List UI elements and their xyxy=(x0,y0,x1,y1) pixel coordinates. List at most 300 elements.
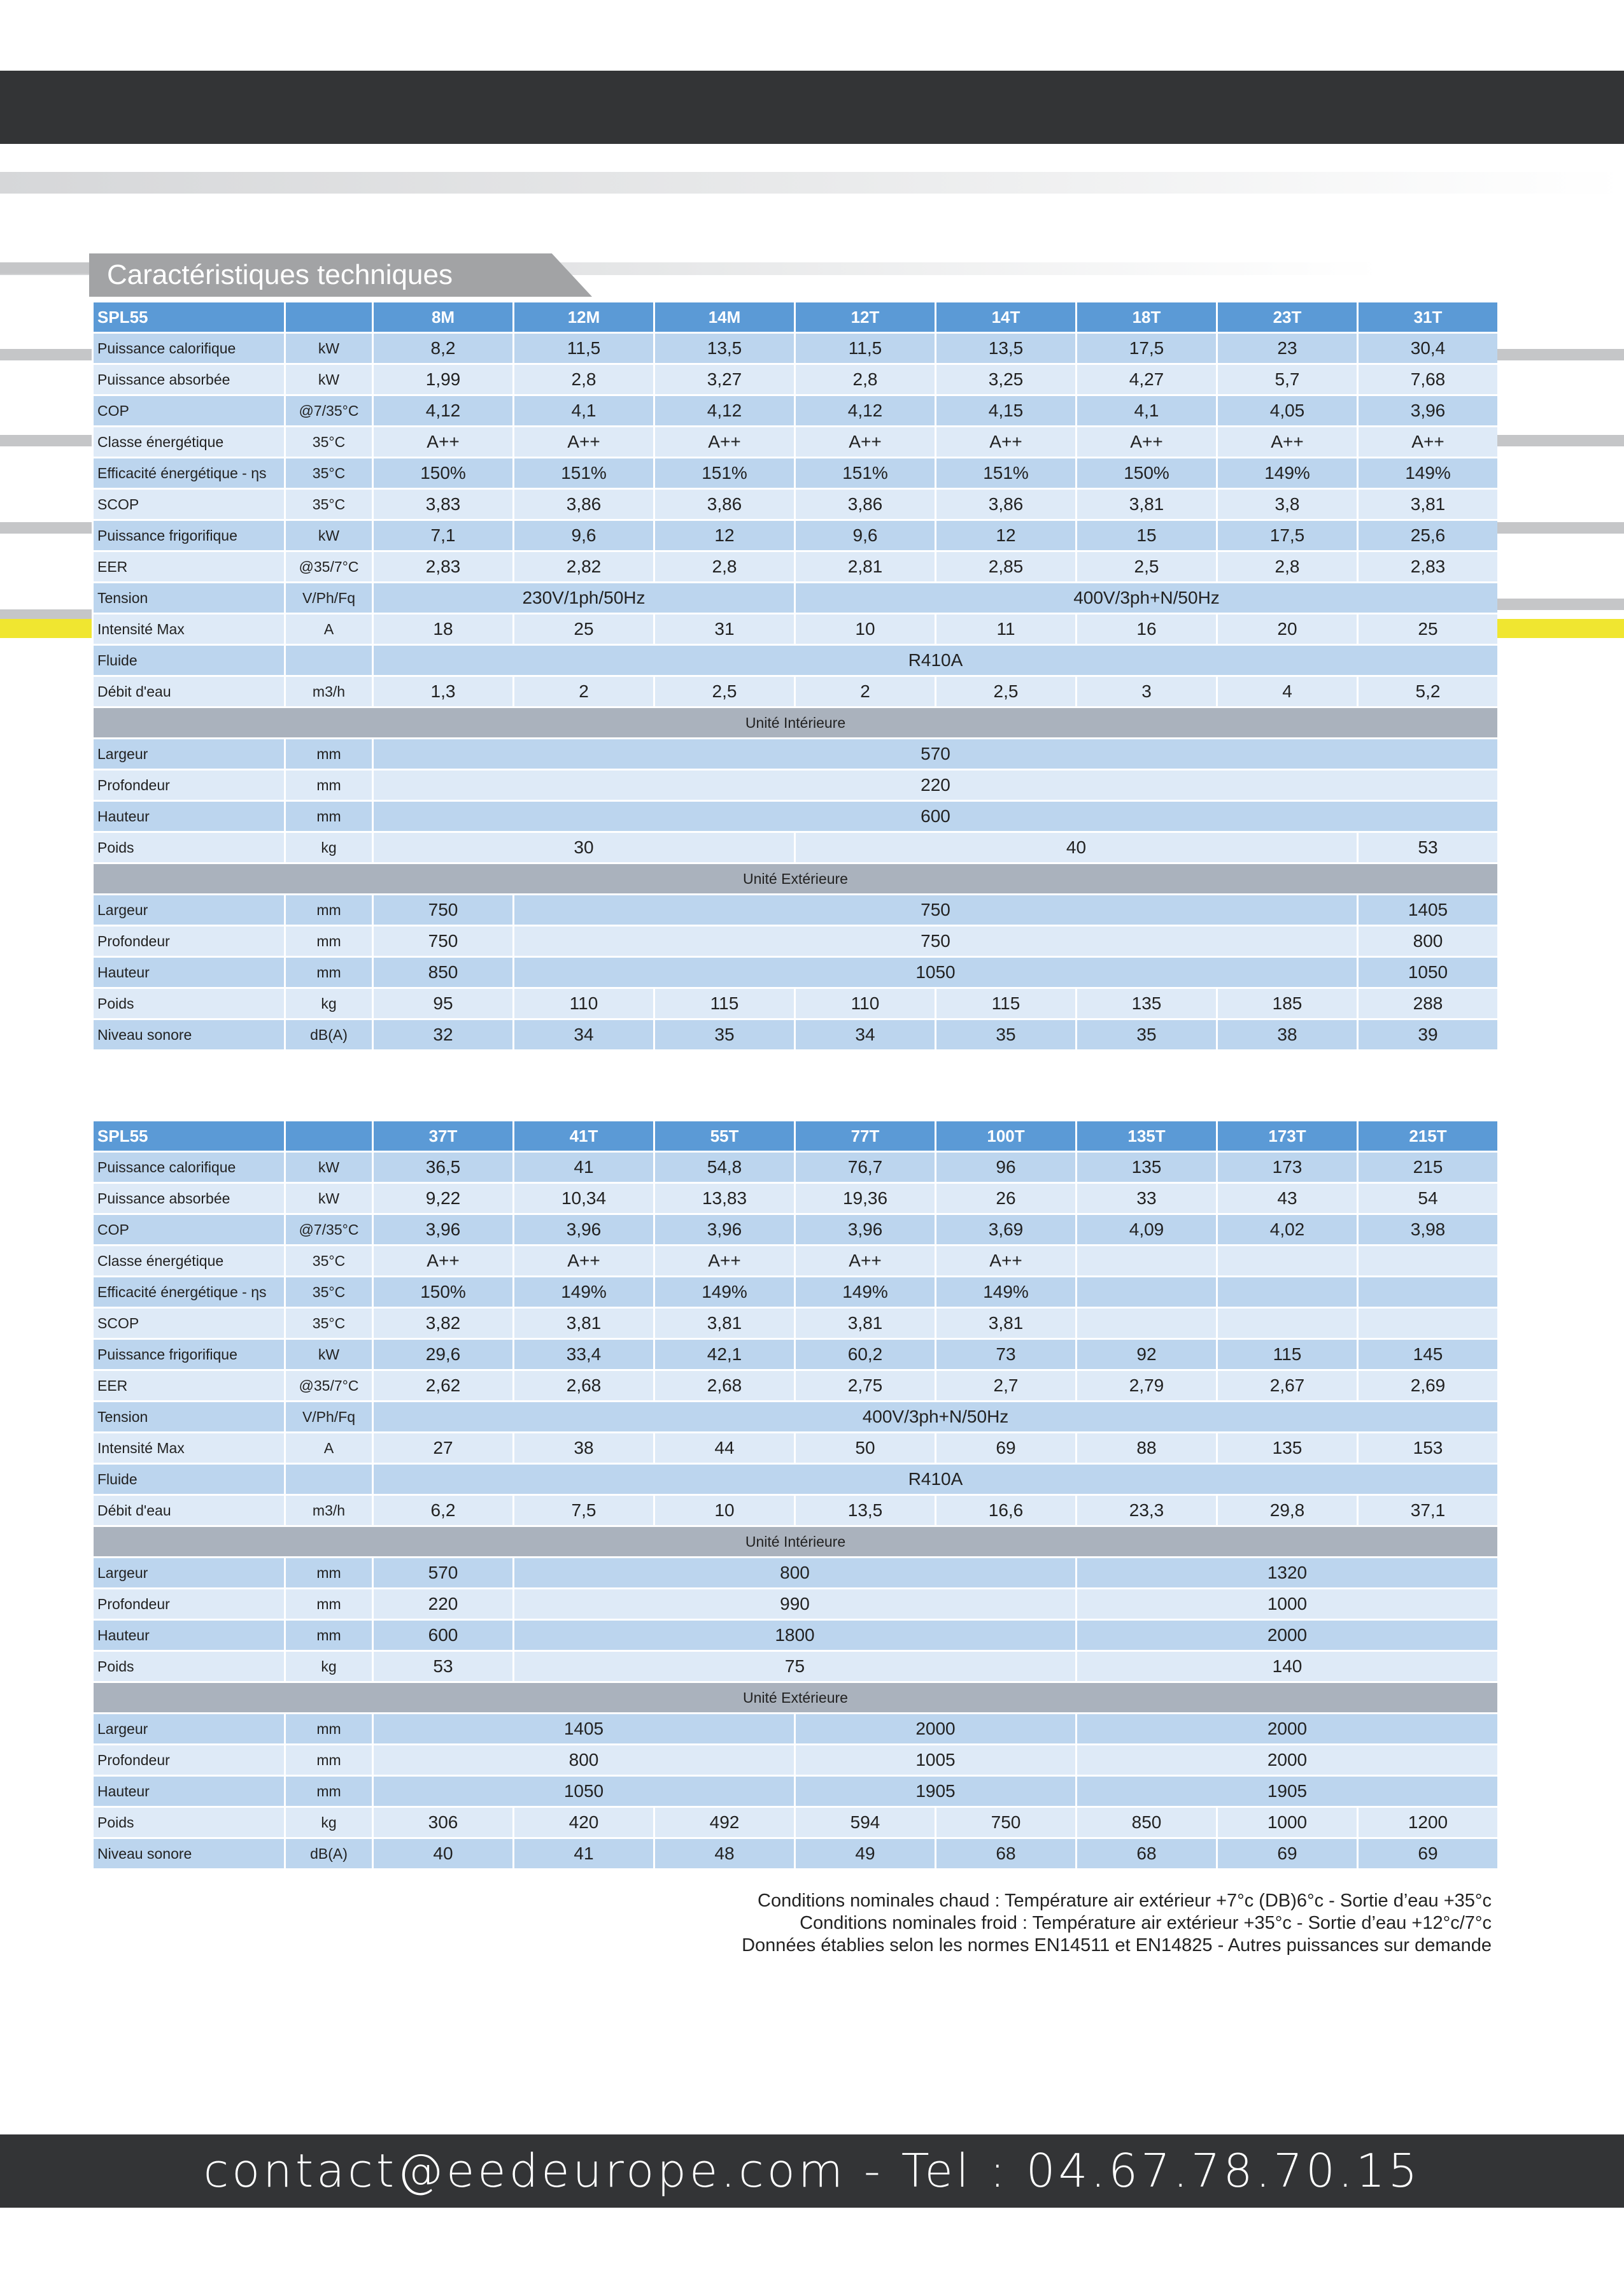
value-cell: 12 xyxy=(655,521,794,550)
value-cell: 7,5 xyxy=(514,1496,653,1525)
value-cell: 570 xyxy=(374,739,1497,769)
value-cell: 220 xyxy=(374,770,1497,800)
value-cell: 2,67 xyxy=(1218,1371,1357,1400)
row-unit: @7/35°C xyxy=(286,1215,372,1244)
value-cell: 3,82 xyxy=(374,1309,512,1338)
accent-stripe xyxy=(1497,619,1624,638)
row-label: Tension xyxy=(94,1402,284,1431)
value-cell: A++ xyxy=(936,427,1075,457)
value-cell: 149% xyxy=(514,1277,653,1307)
row-label: SCOP xyxy=(94,490,284,519)
model-label: SPL55 xyxy=(94,1121,284,1151)
row-label: Poids xyxy=(94,1652,284,1681)
value-cell: 37,1 xyxy=(1359,1496,1497,1525)
value-cell: 2,68 xyxy=(514,1371,653,1400)
value-cell: 3,83 xyxy=(374,490,512,519)
accent-stripe xyxy=(0,619,92,638)
value-cell: 4 xyxy=(1218,677,1357,706)
value-cell xyxy=(1077,1277,1216,1307)
table-row xyxy=(94,1496,1497,1525)
decorative-stripe xyxy=(0,522,92,534)
row-label: Largeur xyxy=(94,1714,284,1743)
row-label: Puissance calorifique xyxy=(94,1153,284,1182)
model-header: 100T xyxy=(936,1121,1075,1151)
decorative-stripe xyxy=(0,435,92,446)
row-label: Tension xyxy=(94,583,284,613)
value-cell: 60,2 xyxy=(796,1340,935,1369)
row-unit: 35°C xyxy=(286,1309,372,1338)
row-unit: A xyxy=(286,1433,372,1463)
row-unit: kW xyxy=(286,365,372,394)
value-cell: 35 xyxy=(936,1020,1075,1049)
row-unit: kW xyxy=(286,334,372,363)
row-unit: mm xyxy=(286,1777,372,1806)
value-cell: 2,82 xyxy=(514,552,653,581)
value-cell: 13,83 xyxy=(655,1184,794,1213)
value-cell: 800 xyxy=(1359,927,1497,956)
value-cell: 11,5 xyxy=(796,334,935,363)
table-row xyxy=(94,1621,1497,1650)
model-header: 18T xyxy=(1077,302,1216,332)
row-unit: mm xyxy=(286,927,372,956)
row-label: Profondeur xyxy=(94,770,284,800)
value-cell: 35 xyxy=(655,1020,794,1049)
table-row xyxy=(94,1277,1497,1307)
value-cell: 34 xyxy=(514,1020,653,1049)
value-cell: 3,8 xyxy=(1218,490,1357,519)
row-label: Hauteur xyxy=(94,802,284,831)
value-cell: 1050 xyxy=(514,958,1357,987)
value-cell: 306 xyxy=(374,1808,512,1837)
section-header-row xyxy=(94,864,1497,893)
value-cell: 2 xyxy=(514,677,653,706)
value-cell: 3,81 xyxy=(936,1309,1075,1338)
value-cell: 34 xyxy=(796,1020,935,1049)
value-cell: 288 xyxy=(1359,989,1497,1018)
value-cell: 76,7 xyxy=(796,1153,935,1182)
value-cell: 4,12 xyxy=(796,396,935,425)
value-cell: 73 xyxy=(936,1340,1075,1369)
value-cell: 600 xyxy=(374,802,1497,831)
row-unit xyxy=(286,1465,372,1494)
value-cell: 69 xyxy=(1218,1839,1357,1868)
value-cell: 23,3 xyxy=(1077,1496,1216,1525)
value-cell: 2,8 xyxy=(655,552,794,581)
value-cell: 69 xyxy=(1359,1839,1497,1868)
value-cell: 11 xyxy=(936,614,1075,644)
value-cell xyxy=(1359,1309,1497,1338)
row-unit: mm xyxy=(286,1745,372,1775)
value-cell: 149% xyxy=(936,1277,1075,1307)
value-cell: 41 xyxy=(514,1153,653,1182)
row-unit: 35°C xyxy=(286,458,372,488)
value-cell: 2,85 xyxy=(936,552,1075,581)
table-row xyxy=(94,1745,1497,1775)
table-row xyxy=(94,1808,1497,1837)
value-cell: 850 xyxy=(374,958,512,987)
value-cell: 92 xyxy=(1077,1340,1216,1369)
row-label: Puissance absorbée xyxy=(94,1184,284,1213)
value-cell: 135 xyxy=(1077,989,1216,1018)
value-cell: 44 xyxy=(655,1433,794,1463)
table-row xyxy=(94,1309,1497,1338)
value-cell: 68 xyxy=(1077,1839,1216,1868)
value-cell: 594 xyxy=(796,1808,935,1837)
row-unit xyxy=(286,646,372,675)
value-cell: R410A xyxy=(374,646,1497,675)
note-line: Données établies selon les normes EN14511 et EN14825 - Autres puissances sur demande xyxy=(742,1935,1492,1956)
value-cell: 850 xyxy=(1077,1808,1216,1837)
row-unit: kW xyxy=(286,1340,372,1369)
model-header: 14M xyxy=(655,302,794,332)
table-row xyxy=(94,1020,1497,1049)
value-cell: A++ xyxy=(1359,427,1497,457)
model-header: 8M xyxy=(374,302,512,332)
value-cell: 151% xyxy=(936,458,1075,488)
model-header: 215T xyxy=(1359,1121,1497,1151)
row-unit: mm xyxy=(286,802,372,831)
value-cell: 153 xyxy=(1359,1433,1497,1463)
value-cell: 10 xyxy=(655,1496,794,1525)
value-cell: 4,15 xyxy=(936,396,1075,425)
value-cell: 88 xyxy=(1077,1433,1216,1463)
value-cell: 1405 xyxy=(1359,895,1497,925)
value-cell: A++ xyxy=(514,427,653,457)
value-cell: 110 xyxy=(514,989,653,1018)
table-header-row xyxy=(94,1121,1497,1151)
value-cell: 600 xyxy=(374,1621,512,1650)
value-cell xyxy=(1077,1309,1216,1338)
table-row xyxy=(94,1371,1497,1400)
model-header: 12T xyxy=(796,302,935,332)
value-cell: 42,1 xyxy=(655,1340,794,1369)
note-line: Conditions nominales chaud : Température air extérieur +7°c (DB)6°c - Sortie d’eau +35°c xyxy=(758,1891,1492,1911)
row-label: Profondeur xyxy=(94,1589,284,1619)
value-cell: 750 xyxy=(374,927,512,956)
row-unit: mm xyxy=(286,770,372,800)
value-cell xyxy=(1077,1246,1216,1275)
value-cell: 2,69 xyxy=(1359,1371,1497,1400)
value-cell: 3,86 xyxy=(936,490,1075,519)
value-cell: A++ xyxy=(796,427,935,457)
table-row xyxy=(94,583,1497,613)
row-unit: m3/h xyxy=(286,1496,372,1525)
row-unit: m3/h xyxy=(286,677,372,706)
value-cell: 39 xyxy=(1359,1020,1497,1049)
table-row xyxy=(94,396,1497,425)
value-cell: 69 xyxy=(936,1433,1075,1463)
value-cell: 25 xyxy=(514,614,653,644)
value-cell: 1050 xyxy=(374,1777,794,1806)
value-cell: 54 xyxy=(1359,1184,1497,1213)
table-row xyxy=(94,427,1497,457)
value-cell: 149% xyxy=(655,1277,794,1307)
value-cell xyxy=(1359,1246,1497,1275)
table-row xyxy=(94,1652,1497,1681)
value-cell: 400V/3ph+N/50Hz xyxy=(796,583,1497,613)
row-label: EER xyxy=(94,1371,284,1400)
value-cell: 16,6 xyxy=(936,1496,1075,1525)
row-label: Fluide xyxy=(94,646,284,675)
value-cell: 1320 xyxy=(1077,1558,1497,1587)
value-cell: 48 xyxy=(655,1839,794,1868)
value-cell: 1000 xyxy=(1218,1808,1357,1837)
value-cell: 6,2 xyxy=(374,1496,512,1525)
value-cell: 990 xyxy=(514,1589,1075,1619)
value-cell: 33 xyxy=(1077,1184,1216,1213)
decorative-stripe xyxy=(0,349,92,360)
section-title: Unité Intérieure xyxy=(94,1527,1497,1556)
value-cell: 3,25 xyxy=(936,365,1075,394)
value-cell: 36,5 xyxy=(374,1153,512,1182)
value-cell: 1,99 xyxy=(374,365,512,394)
value-cell: 10,34 xyxy=(514,1184,653,1213)
value-cell: 12 xyxy=(936,521,1075,550)
unit-header xyxy=(286,302,372,332)
table-row xyxy=(94,1153,1497,1182)
value-cell: 4,12 xyxy=(374,396,512,425)
value-cell: A++ xyxy=(796,1246,935,1275)
value-cell: 9,22 xyxy=(374,1184,512,1213)
value-cell: 49 xyxy=(796,1839,935,1868)
value-cell: 10 xyxy=(796,614,935,644)
decorative-stripe xyxy=(1497,349,1624,360)
decorative-stripe xyxy=(1497,522,1624,534)
row-unit: @35/7°C xyxy=(286,1371,372,1400)
value-cell: 1050 xyxy=(1359,958,1497,987)
table-header-row xyxy=(94,302,1497,332)
value-cell: 151% xyxy=(655,458,794,488)
value-cell: 3,96 xyxy=(796,1215,935,1244)
value-cell: 4,05 xyxy=(1218,396,1357,425)
value-cell: 54,8 xyxy=(655,1153,794,1182)
value-cell: 38 xyxy=(1218,1020,1357,1049)
row-unit: V/Ph/Fq xyxy=(286,583,372,613)
table-row xyxy=(94,989,1497,1018)
value-cell: 1905 xyxy=(1077,1777,1497,1806)
value-cell: 26 xyxy=(936,1184,1075,1213)
row-label: Puissance frigorifique xyxy=(94,521,284,550)
value-cell: 151% xyxy=(796,458,935,488)
spec-table-1 xyxy=(92,301,1499,1051)
table-row xyxy=(94,458,1497,488)
model-header: 12M xyxy=(514,302,653,332)
conditions-notes xyxy=(742,1890,1492,1957)
table-row xyxy=(94,802,1497,831)
value-cell: 5,7 xyxy=(1218,365,1357,394)
value-cell: 2,68 xyxy=(655,1371,794,1400)
row-label: Largeur xyxy=(94,1558,284,1587)
value-cell: 11,5 xyxy=(514,334,653,363)
row-label: COP xyxy=(94,1215,284,1244)
section-title: Unité Extérieure xyxy=(94,1683,1497,1712)
value-cell: 2,5 xyxy=(936,677,1075,706)
value-cell: 7,1 xyxy=(374,521,512,550)
value-cell: 1905 xyxy=(796,1777,1075,1806)
value-cell: 9,6 xyxy=(796,521,935,550)
value-cell: A++ xyxy=(655,1246,794,1275)
value-cell: 25 xyxy=(1359,614,1497,644)
row-unit: 35°C xyxy=(286,490,372,519)
value-cell: 38 xyxy=(514,1433,653,1463)
value-cell: 29,6 xyxy=(374,1340,512,1369)
row-label: EER xyxy=(94,552,284,581)
unit-header xyxy=(286,1121,372,1151)
model-header: 41T xyxy=(514,1121,653,1151)
table-row xyxy=(94,552,1497,581)
value-cell: 3,96 xyxy=(655,1215,794,1244)
row-label: Efficacité énergétique - ηs xyxy=(94,458,284,488)
value-cell xyxy=(1218,1246,1357,1275)
row-label: Classe énergétique xyxy=(94,1246,284,1275)
value-cell: 35 xyxy=(1077,1020,1216,1049)
value-cell: 4,02 xyxy=(1218,1215,1357,1244)
value-cell: 400V/3ph+N/50Hz xyxy=(374,1402,1497,1431)
value-cell: 4,1 xyxy=(1077,396,1216,425)
value-cell: 3,86 xyxy=(514,490,653,519)
value-cell: 150% xyxy=(1077,458,1216,488)
row-unit: mm xyxy=(286,1589,372,1619)
footer-contact: contact@eedeurope.com - Tel : 04.67.78.70.15 xyxy=(203,2144,1421,2197)
value-cell: 3,69 xyxy=(936,1215,1075,1244)
value-cell: 3,96 xyxy=(1359,396,1497,425)
value-cell: 2000 xyxy=(1077,1621,1497,1650)
value-cell: 2,7 xyxy=(936,1371,1075,1400)
value-cell: 3,81 xyxy=(514,1309,653,1338)
row-unit: 35°C xyxy=(286,427,372,457)
row-label: Niveau sonore xyxy=(94,1020,284,1049)
row-label: Hauteur xyxy=(94,1621,284,1650)
row-label: Débit d'eau xyxy=(94,677,284,706)
value-cell: 3,81 xyxy=(1359,490,1497,519)
value-cell xyxy=(1359,1277,1497,1307)
row-unit: kg xyxy=(286,1652,372,1681)
table-row xyxy=(94,739,1497,769)
row-unit: dB(A) xyxy=(286,1020,372,1049)
decorative-stripe xyxy=(1497,435,1624,446)
value-cell: 2,79 xyxy=(1077,1371,1216,1400)
row-label: Intensité Max xyxy=(94,1433,284,1463)
row-label: SCOP xyxy=(94,1309,284,1338)
value-cell: 750 xyxy=(514,927,1357,956)
model-header: 14T xyxy=(936,302,1075,332)
row-label: Poids xyxy=(94,989,284,1018)
table-row xyxy=(94,490,1497,519)
decorative-stripe xyxy=(0,262,95,274)
value-cell: 19,36 xyxy=(796,1184,935,1213)
table-row xyxy=(94,1714,1497,1743)
table-row xyxy=(94,1839,1497,1868)
value-cell: 140 xyxy=(1077,1652,1497,1681)
row-label: Hauteur xyxy=(94,958,284,987)
value-cell: 492 xyxy=(655,1808,794,1837)
row-unit: kg xyxy=(286,833,372,862)
table-row xyxy=(94,1589,1497,1619)
value-cell: 33,4 xyxy=(514,1340,653,1369)
value-cell: 1800 xyxy=(514,1621,1075,1650)
row-label: Puissance absorbée xyxy=(94,365,284,394)
value-cell: 23 xyxy=(1218,334,1357,363)
value-cell: 150% xyxy=(374,458,512,488)
value-cell: 750 xyxy=(514,895,1357,925)
value-cell: 185 xyxy=(1218,989,1357,1018)
value-cell: A++ xyxy=(1077,427,1216,457)
value-cell: 2000 xyxy=(1077,1714,1497,1743)
value-cell: 13,5 xyxy=(796,1496,935,1525)
table-row xyxy=(94,1433,1497,1463)
value-cell: 2,5 xyxy=(655,677,794,706)
row-label: Classe énergétique xyxy=(94,427,284,457)
value-cell: 3,81 xyxy=(796,1309,935,1338)
value-cell: 3 xyxy=(1077,677,1216,706)
table-row xyxy=(94,770,1497,800)
row-unit: mm xyxy=(286,1558,372,1587)
table-row xyxy=(94,334,1497,363)
table-row xyxy=(94,365,1497,394)
value-cell: 2,62 xyxy=(374,1371,512,1400)
value-cell: A++ xyxy=(514,1246,653,1275)
section-title: Unité Extérieure xyxy=(94,864,1497,893)
model-label: SPL55 xyxy=(94,302,284,332)
value-cell: 150% xyxy=(374,1277,512,1307)
value-cell: 115 xyxy=(1218,1340,1357,1369)
value-cell: 3,86 xyxy=(796,490,935,519)
row-label: Efficacité énergétique - ηs xyxy=(94,1277,284,1307)
value-cell: 17,5 xyxy=(1077,334,1216,363)
value-cell: 1005 xyxy=(796,1745,1075,1775)
value-cell: 2 xyxy=(796,677,935,706)
model-header: 23T xyxy=(1218,302,1357,332)
table-row xyxy=(94,1402,1497,1431)
value-cell: 95 xyxy=(374,989,512,1018)
value-cell: 2,75 xyxy=(796,1371,935,1400)
value-cell: 149% xyxy=(796,1277,935,1307)
decorative-band xyxy=(0,172,1624,194)
model-header: 37T xyxy=(374,1121,512,1151)
value-cell: 30,4 xyxy=(1359,334,1497,363)
value-cell: 68 xyxy=(936,1839,1075,1868)
value-cell: 41 xyxy=(514,1839,653,1868)
value-cell: 215 xyxy=(1359,1153,1497,1182)
model-header: 55T xyxy=(655,1121,794,1151)
value-cell: R410A xyxy=(374,1465,1497,1494)
value-cell: 40 xyxy=(374,1839,512,1868)
table-row xyxy=(94,1184,1497,1213)
value-cell: A++ xyxy=(374,1246,512,1275)
value-cell: 3,81 xyxy=(655,1309,794,1338)
row-unit: mm xyxy=(286,895,372,925)
row-unit: mm xyxy=(286,1621,372,1650)
model-header: 173T xyxy=(1218,1121,1357,1151)
table-row xyxy=(94,958,1497,987)
value-cell: 2,81 xyxy=(796,552,935,581)
row-unit: kW xyxy=(286,1153,372,1182)
value-cell: 2,8 xyxy=(796,365,935,394)
value-cell: 750 xyxy=(936,1808,1075,1837)
value-cell: 149% xyxy=(1218,458,1357,488)
row-label: COP xyxy=(94,396,284,425)
value-cell: 25,6 xyxy=(1359,521,1497,550)
value-cell: 50 xyxy=(796,1433,935,1463)
value-cell: 32 xyxy=(374,1020,512,1049)
value-cell: 20 xyxy=(1218,614,1357,644)
value-cell: 3,98 xyxy=(1359,1215,1497,1244)
row-unit: mm xyxy=(286,739,372,769)
value-cell: 16 xyxy=(1077,614,1216,644)
row-label: Poids xyxy=(94,1808,284,1837)
value-cell: 135 xyxy=(1077,1153,1216,1182)
row-unit: dB(A) xyxy=(286,1839,372,1868)
